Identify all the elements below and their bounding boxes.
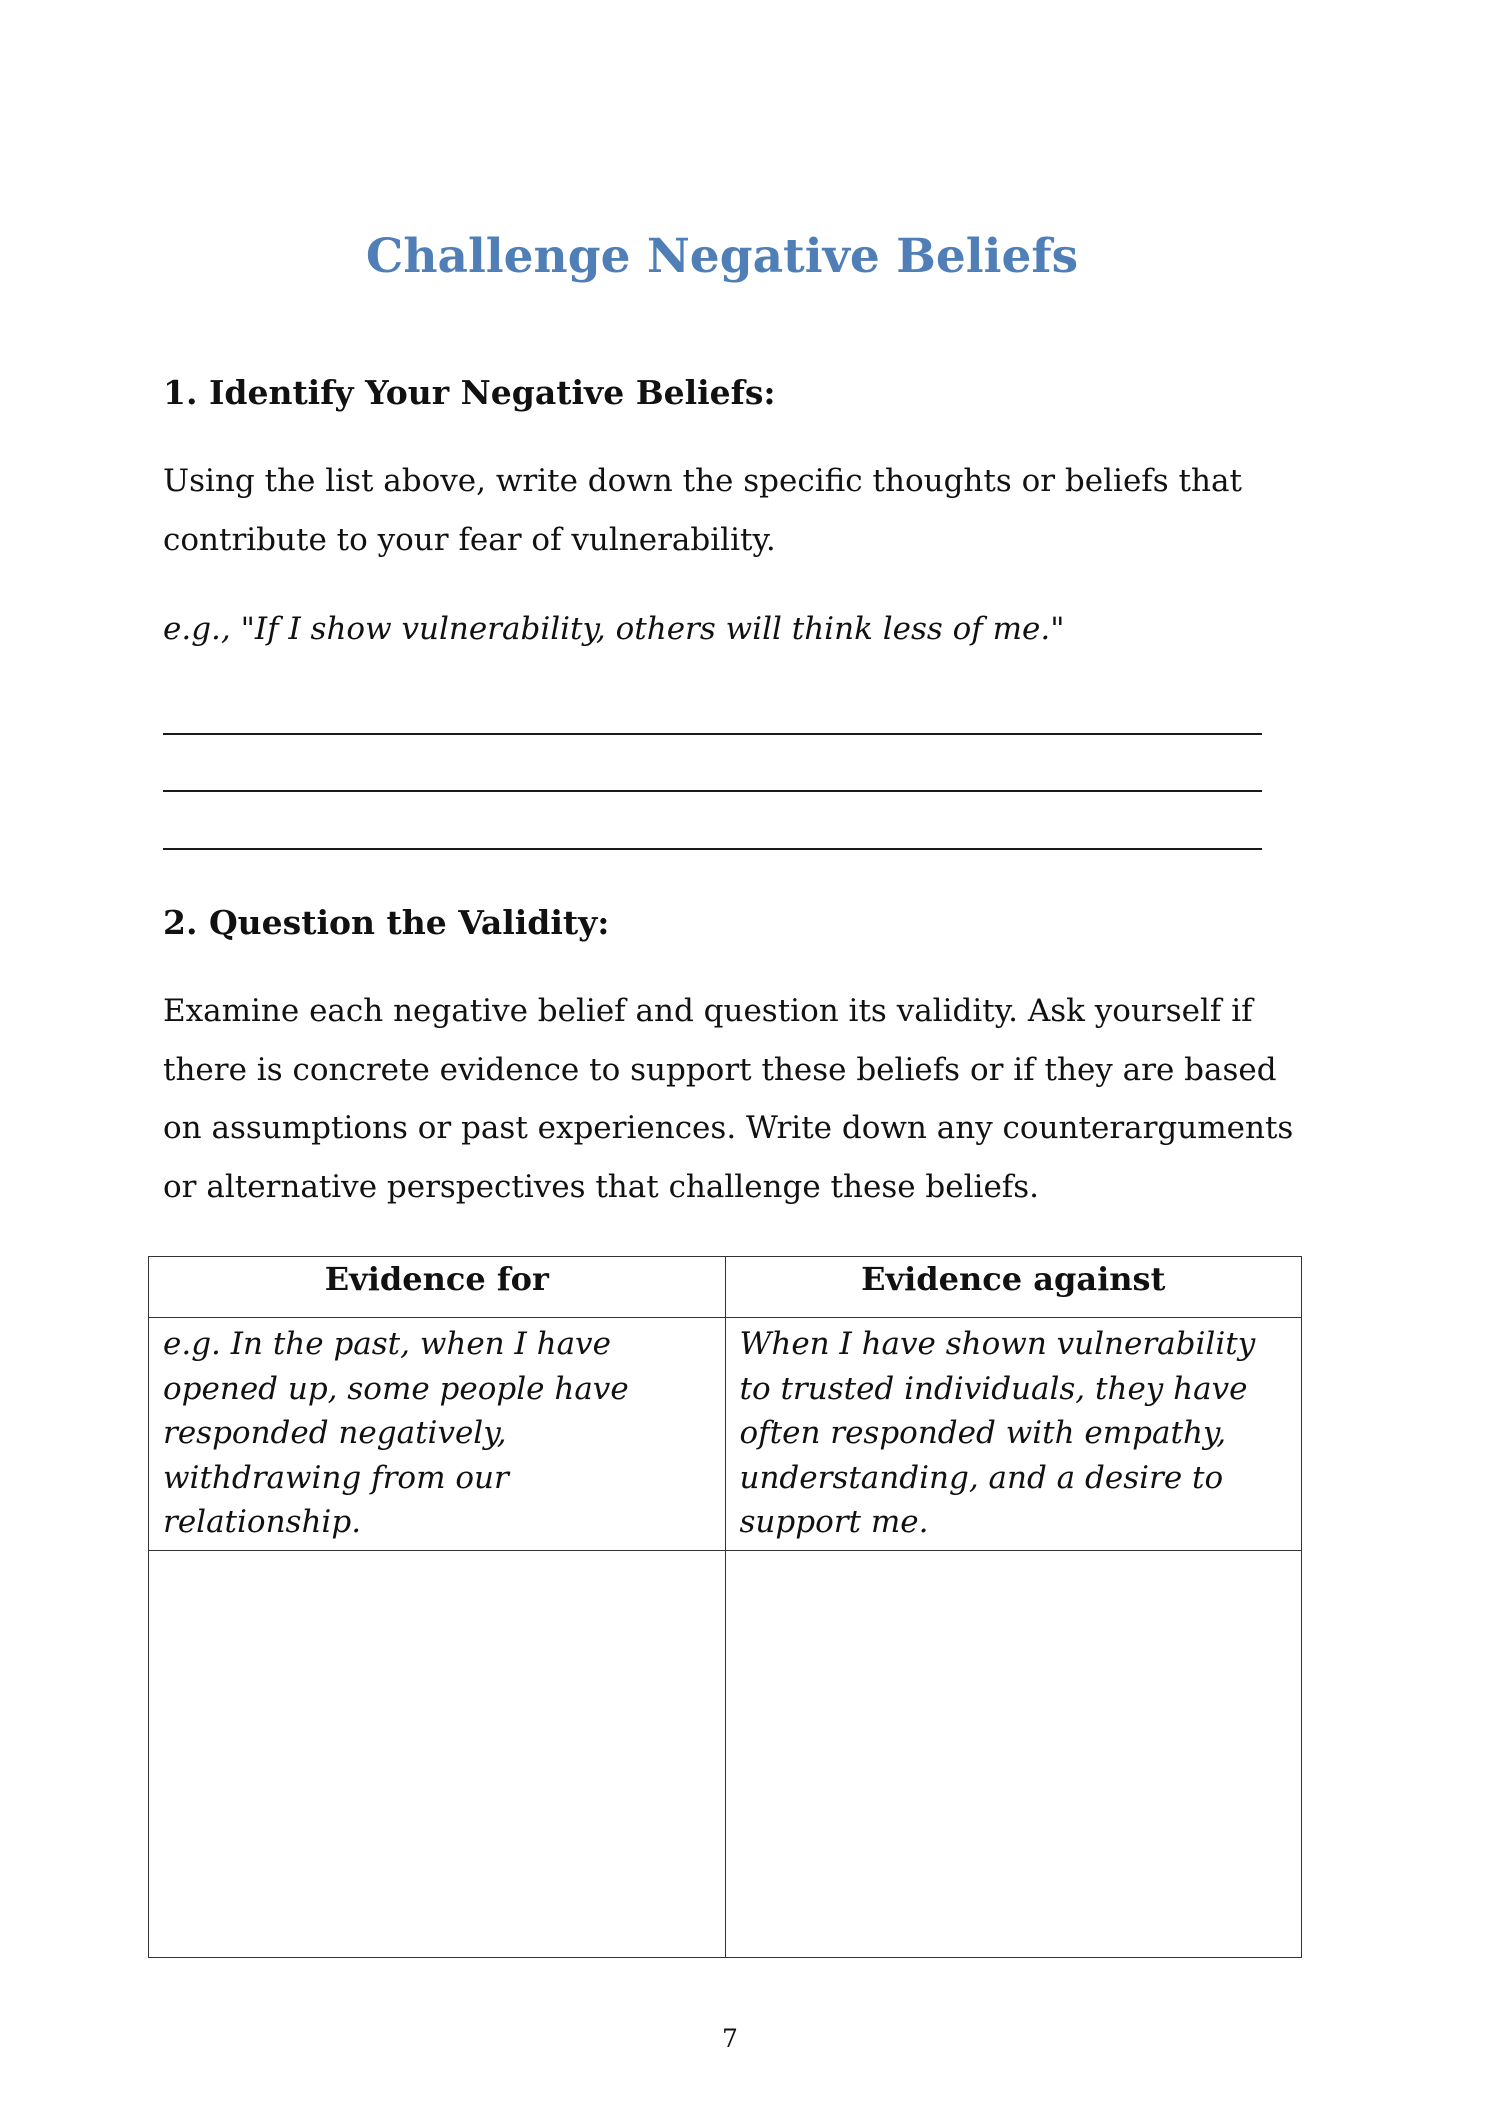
evidence-for-header: Evidence for xyxy=(149,1257,726,1318)
evidence-against-example: When I have shown vulnerability to trusted individuals, they have often responded with empathy, understanding, and a desire to support me. xyxy=(725,1318,1302,1551)
answer-line-1[interactable] xyxy=(163,733,1262,735)
section-heading-question-validity: 2. Question the Validity: xyxy=(163,903,610,942)
answer-line-3[interactable] xyxy=(163,848,1262,850)
identify-beliefs-example: e.g., "If I show vulnerability, others will think less of me." xyxy=(163,611,1065,647)
evidence-for-blank-cell[interactable] xyxy=(149,1551,726,1958)
evidence-table-header-row xyxy=(149,1257,1302,1318)
answer-line-2[interactable] xyxy=(163,790,1262,792)
evidence-for-example: e.g. In the past, when I have opened up, some people have responded negatively, withdrawing from our relationship. xyxy=(149,1318,726,1551)
evidence-against-header: Evidence against xyxy=(725,1257,1302,1318)
evidence-example-row xyxy=(149,1318,1302,1551)
evidence-against-blank-cell[interactable] xyxy=(725,1551,1302,1958)
identify-beliefs-instructions: Using the list above, write down the specific thoughts or beliefs that contribute to your fear of vulnerability. xyxy=(163,463,1242,558)
evidence-blank-row xyxy=(149,1551,1302,1958)
question-validity-instructions: Examine each negative belief and question its validity. Ask yourself if there is concrete evidence to support these beliefs or if they are based on assumptions or past experiences. Write down any counterarguments or alternative perspectives that challenge these beliefs. xyxy=(163,993,1294,1205)
page-title: Challenge Negative Beliefs xyxy=(365,229,1079,285)
evidence-table xyxy=(148,1256,1302,1958)
page-number: 7 xyxy=(722,2024,738,2053)
section-heading-identify-beliefs: 1. Identify Your Negative Beliefs: xyxy=(163,373,776,412)
